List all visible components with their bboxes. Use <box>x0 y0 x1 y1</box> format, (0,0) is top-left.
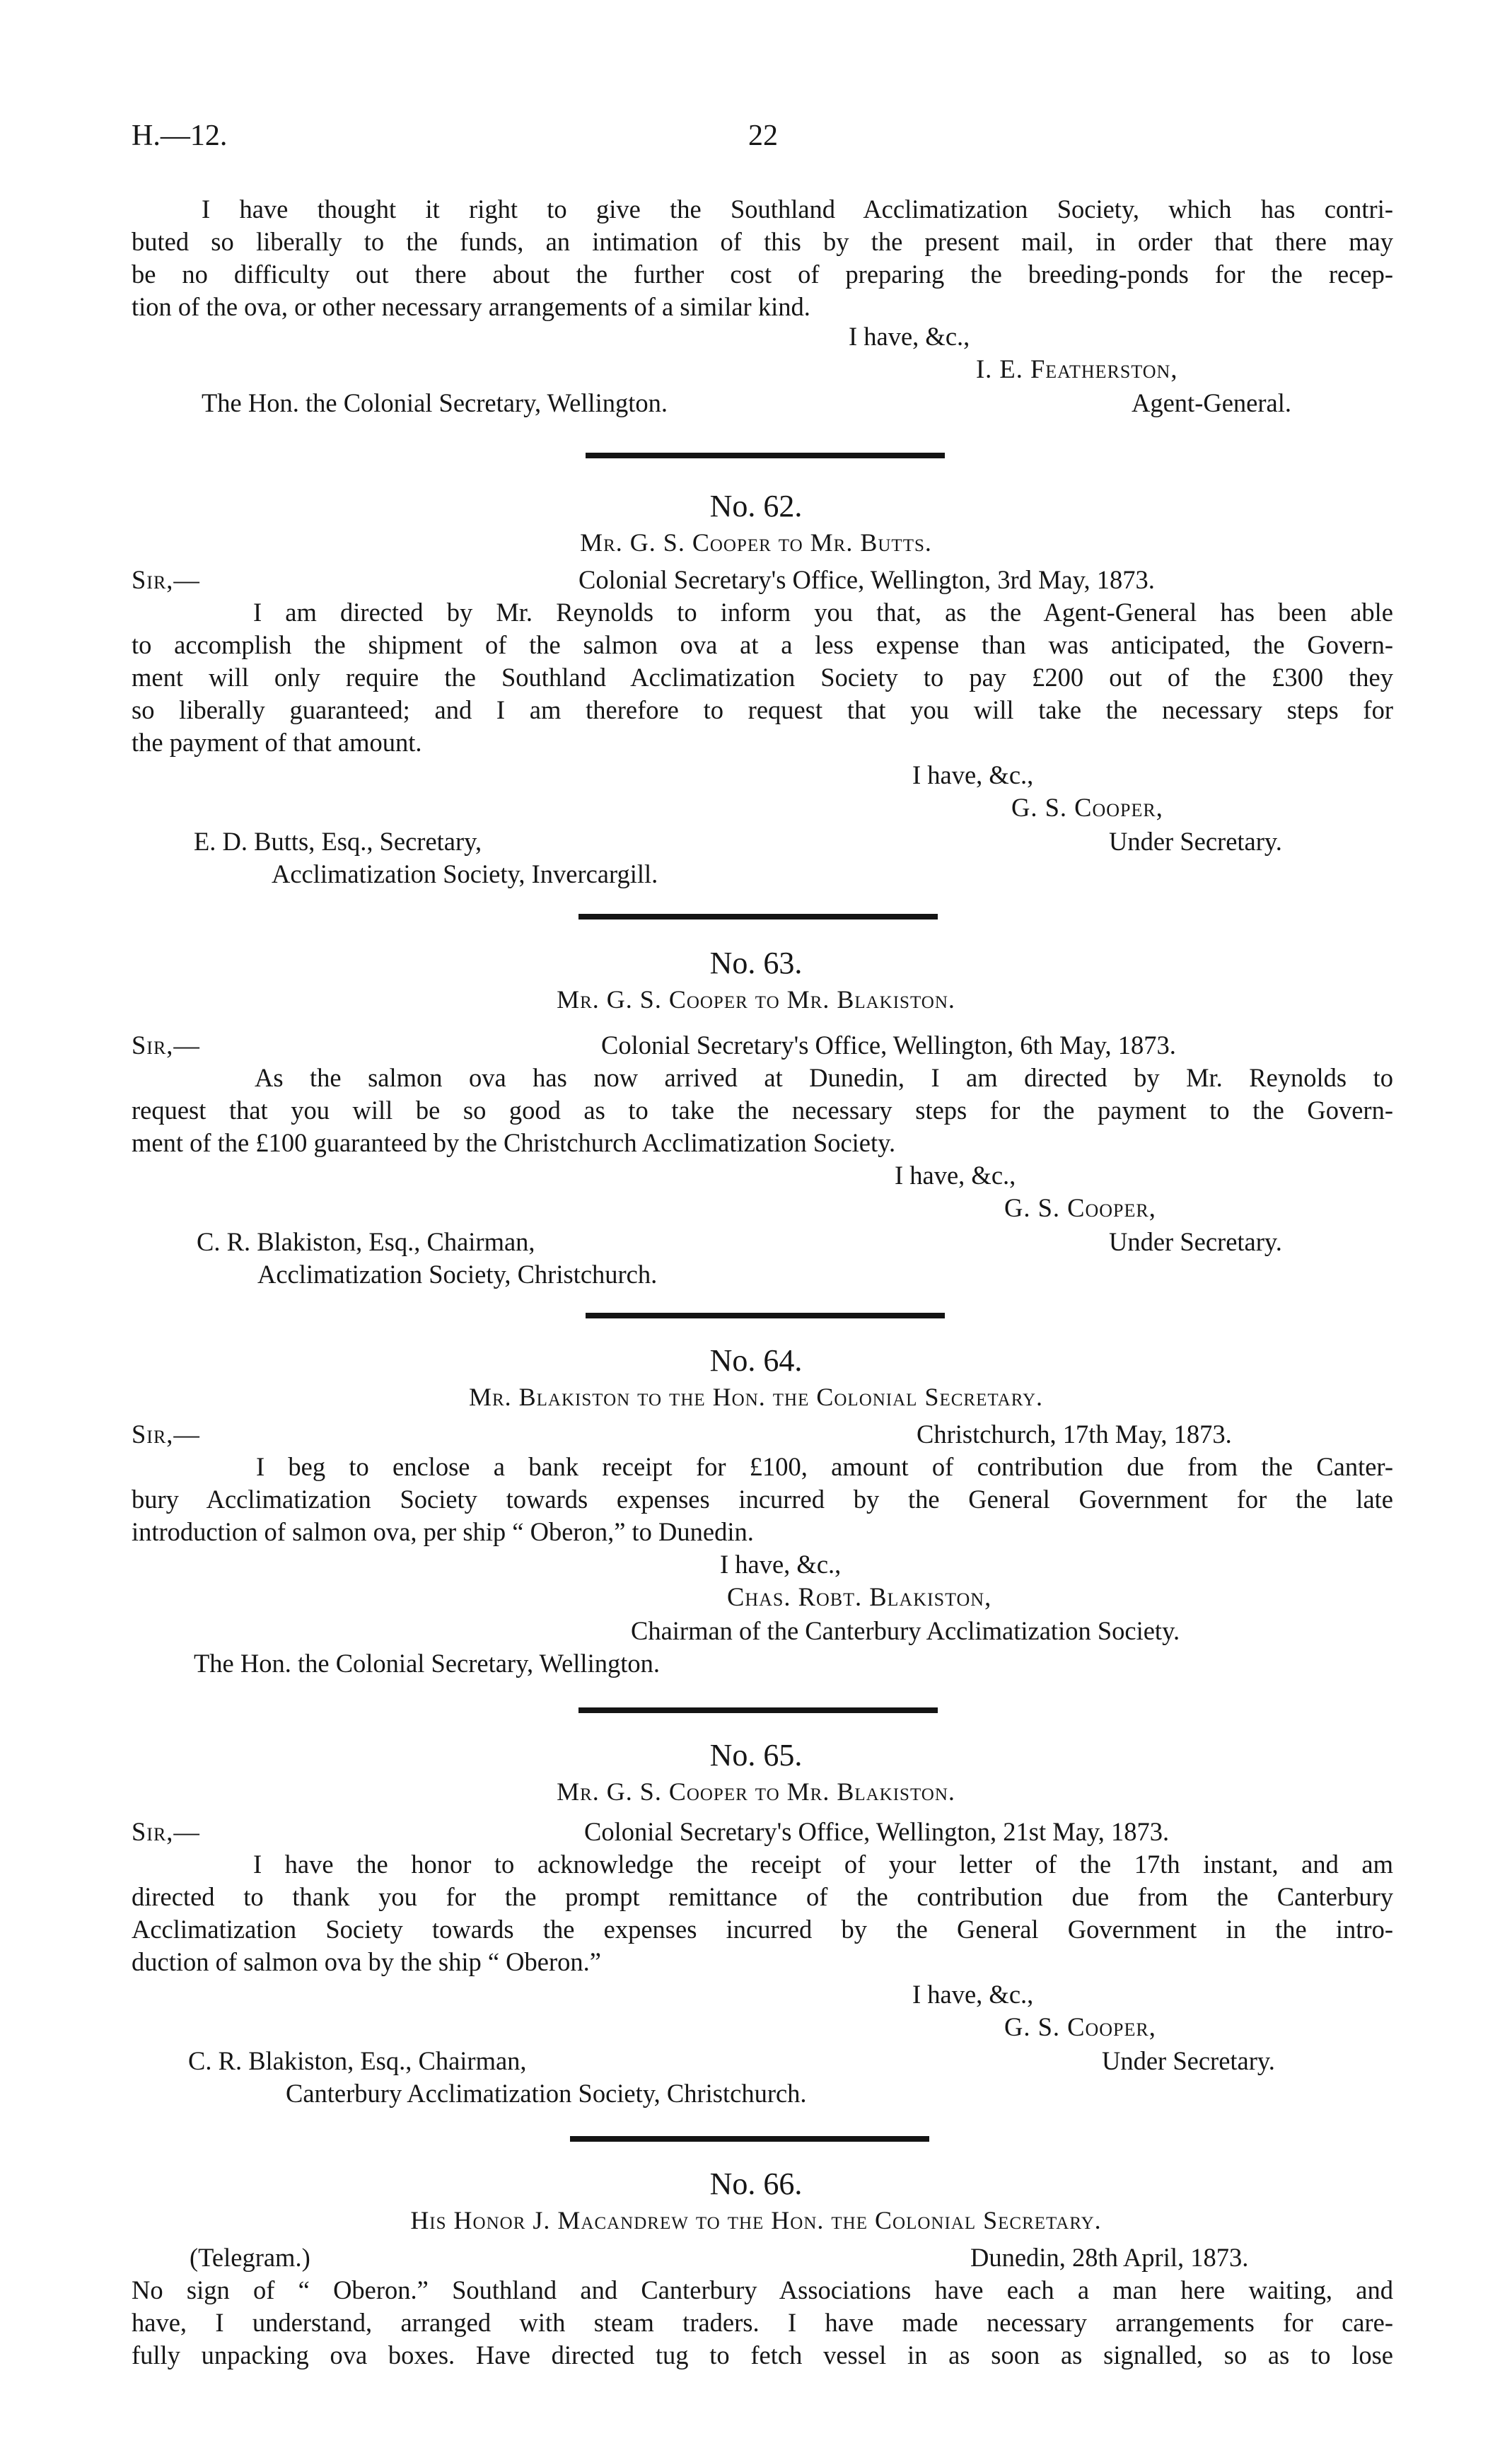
letter-signer: G. S. Cooper, <box>1004 1193 1156 1222</box>
document-reference: H.—12. <box>132 120 228 152</box>
letter-subtitle: Mr. Blakiston to the Hon. the Colonial Secretary. <box>468 1383 1044 1411</box>
letter-addressee: C. R. Blakiston, Esq., Chairman, <box>188 2046 527 2075</box>
letter-body-line: directed to thank you for the prompt remittance of the contribution due from the Canterbury <box>132 1882 1393 1911</box>
intro-signer: I. E. Featherston, <box>976 354 1178 383</box>
letter-telegram-label: (Telegram.) <box>190 2243 310 2272</box>
letter-salutation: Sir,— <box>132 1817 200 1846</box>
letter-number: No. 65. <box>709 1738 803 1773</box>
letter-body-line: introduction of salmon ova, per ship “ Oberon,” to Dunedin. <box>132 1517 754 1546</box>
letter-subtitle: Mr. G. S. Cooper to Mr. Butts. <box>580 528 932 557</box>
letter-body-line: so liberally guaranteed; and I am therefore to request that you will take the necessary steps for <box>132 695 1393 724</box>
letter-addressee-line2: Acclimatization Society, Christchurch. <box>257 1260 658 1289</box>
letter-body-line: As the salmon ova has now arrived at Dunedin, I am directed by Mr. Reynolds to <box>255 1063 1393 1092</box>
letter-subtitle: Mr. G. S. Cooper to Mr. Blakiston. <box>557 985 955 1014</box>
letter-body-line: request that you will be so good as to take the necessary steps for the payment to the Govern- <box>132 1096 1393 1125</box>
letter-place-date: Colonial Secretary's Office, Wellington, 3rd May, 1873. <box>578 565 1155 594</box>
letter-place-date: Christchurch, 17th May, 1873. <box>917 1420 1232 1449</box>
letter-body-line: I have the honor to acknowledge the receipt of your letter of the 17th instant, and am <box>253 1850 1393 1879</box>
letter-body-line: fully unpacking ova boxes. Have directed tug to fetch vessel in as soon as signalled, so as to lose <box>132 2340 1393 2369</box>
letter-body-line: have, I understand, arranged with steam traders. I have made necessary arrangements for care- <box>132 2308 1393 2337</box>
page-number: 22 <box>748 120 778 152</box>
letter-place-date: Dunedin, 28th April, 1873. <box>970 2243 1249 2272</box>
intro-closing: I have, &c., <box>849 322 970 351</box>
letter-body-line: to accomplish the shipment of the salmon ova at a less expense than was anticipated, the Govern- <box>132 630 1393 659</box>
letter-body-line: ment of the £100 guaranteed by the Christchurch Acclimatization Society. <box>132 1128 896 1157</box>
intro-line: be no difficulty out there about the further cost of preparing the breeding-ponds for the recep- <box>132 260 1393 289</box>
section-divider <box>578 1707 938 1713</box>
section-divider <box>578 914 938 920</box>
intro-line: tion of the ova, or other necessary arrangements of a similar kind. <box>132 292 810 321</box>
letter-closing: I have, &c., <box>912 1980 1034 2009</box>
section-divider <box>570 2136 929 2142</box>
letter-addressee: The Hon. the Colonial Secretary, Wellington. <box>194 1649 660 1678</box>
letter-salutation: Sir,— <box>132 1031 200 1060</box>
letter-closing: I have, &c., <box>912 760 1034 789</box>
intro-signer-title: Agent-General. <box>1132 388 1291 417</box>
letter-signer-title: Under Secretary. <box>1102 2046 1275 2075</box>
letter-body-line: Acclimatization Society towards the expenses incurred by the General Government in the intro- <box>132 1915 1393 1944</box>
letter-number: No. 66. <box>709 2166 803 2201</box>
letter-subtitle: His Honor J. Macandrew to the Hon. the Colonial Secretary. <box>410 2206 1102 2234</box>
letter-signer: G. S. Cooper, <box>1011 793 1163 822</box>
letter-place-date: Colonial Secretary's Office, Wellington, 21st May, 1873. <box>584 1817 1170 1846</box>
intro-line: I have thought it right to give the Southland Acclimatization Society, which has contri- <box>202 195 1393 224</box>
letter-signer: Chas. Robt. Blakiston, <box>727 1582 992 1611</box>
letter-signer: G. S. Cooper, <box>1004 2012 1156 2041</box>
letter-body-line: I am directed by Mr. Reynolds to inform you that, as the Agent-General has been able <box>253 598 1393 627</box>
letter-salutation: Sir,— <box>132 1420 200 1449</box>
letter-body-line: bury Acclimatization Society towards expenses incurred by the General Government for the late <box>132 1485 1393 1514</box>
letter-number: No. 62. <box>709 489 803 523</box>
letter-addressee-line2: Acclimatization Society, Invercargill. <box>272 859 658 888</box>
letter-body-line: ment will only require the Southland Acclimatization Society to pay £200 out of the £300 they <box>132 663 1393 692</box>
letter-number: No. 64. <box>709 1343 803 1378</box>
letter-number: No. 63. <box>709 946 803 980</box>
intro-addressee: The Hon. the Colonial Secretary, Wellington. <box>202 388 668 417</box>
letter-closing: I have, &c., <box>895 1161 1016 1190</box>
letter-body-line: duction of salmon ova by the ship “ Oberon.” <box>132 1947 601 1976</box>
letter-signer-title: Under Secretary. <box>1109 1227 1282 1256</box>
letter-signer-title: Under Secretary. <box>1109 827 1282 856</box>
letter-salutation: Sir,— <box>132 565 200 594</box>
letter-body-line: I beg to enclose a bank receipt for £100, amount of contribution due from the Canter- <box>256 1452 1393 1481</box>
section-divider <box>586 1313 945 1318</box>
letter-place-date: Colonial Secretary's Office, Wellington, 6th May, 1873. <box>601 1031 1176 1060</box>
letter-subtitle: Mr. G. S. Cooper to Mr. Blakiston. <box>557 1777 955 1806</box>
intro-line: buted so liberally to the funds, an intimation of this by the present mail, in order that there may <box>132 227 1393 256</box>
letter-addressee: E. D. Butts, Esq., Secretary, <box>194 827 482 856</box>
letter-addressee: C. R. Blakiston, Esq., Chairman, <box>197 1227 535 1256</box>
letter-signer-title: Chairman of the Canterbury Acclimatization Society. <box>631 1616 1180 1645</box>
letter-addressee-line2: Canterbury Acclimatization Society, Christchurch. <box>286 2079 807 2108</box>
letter-body-line: No sign of “ Oberon.” Southland and Canterbury Associations have each a man here waiting, and <box>132 2275 1393 2304</box>
section-divider <box>586 453 945 458</box>
letter-body-line: the payment of that amount. <box>132 728 422 757</box>
letter-closing: I have, &c., <box>720 1550 842 1579</box>
